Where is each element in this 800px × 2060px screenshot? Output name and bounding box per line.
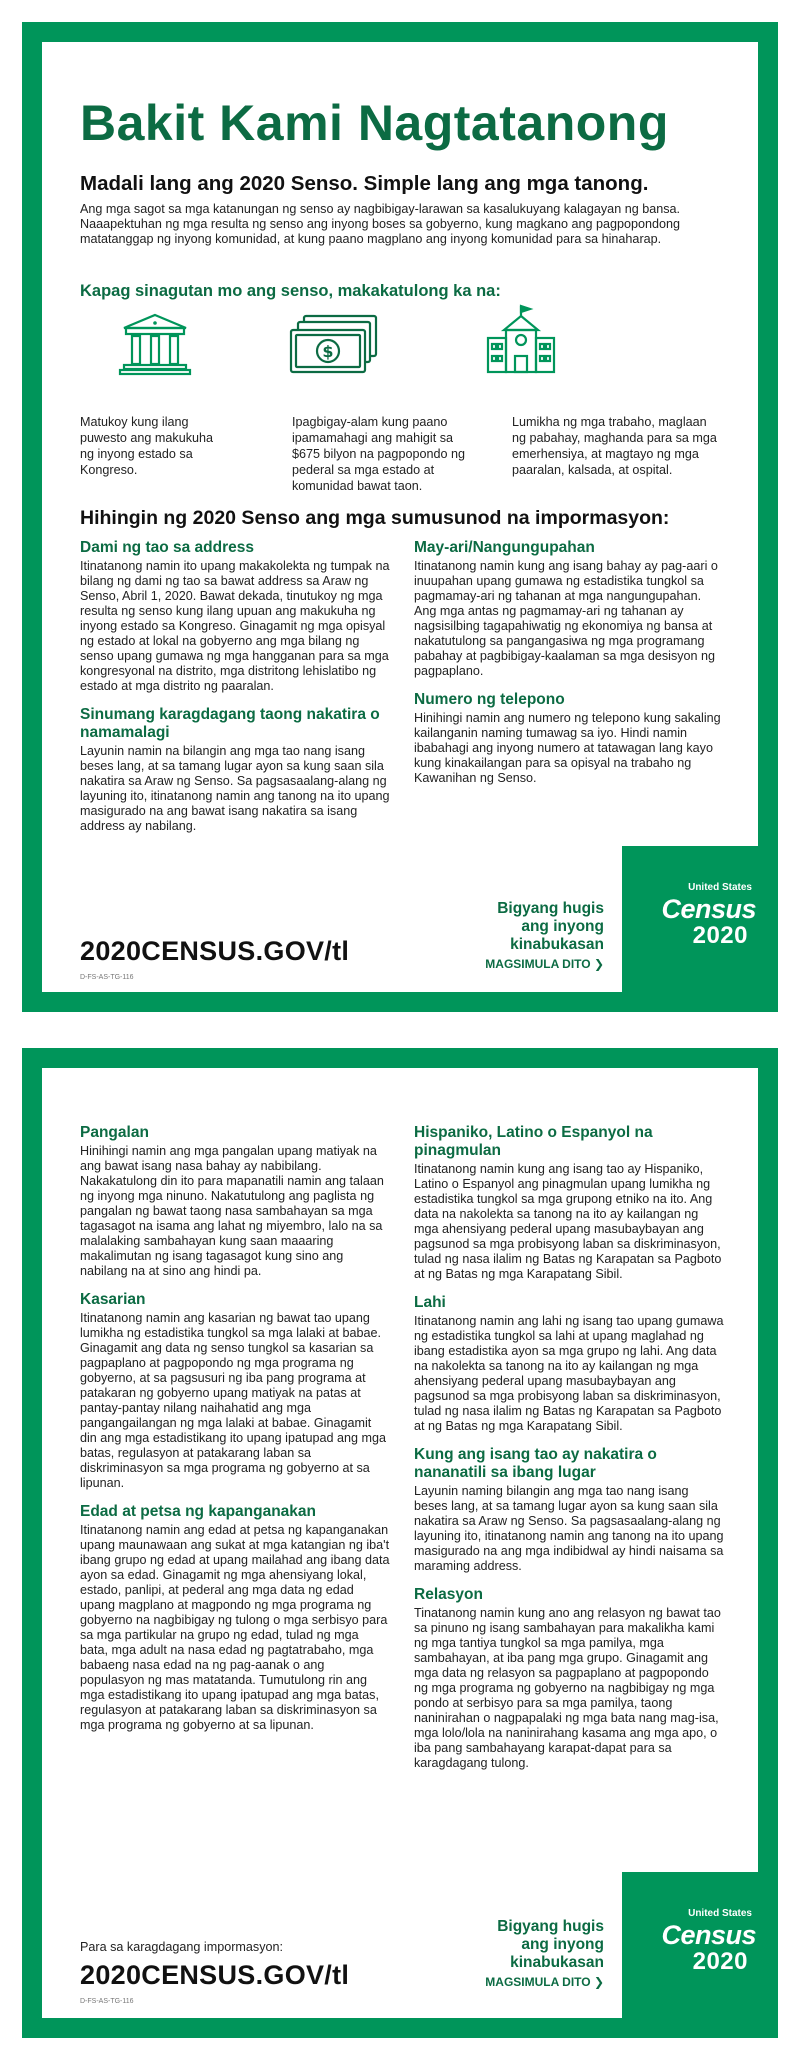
section-body: Hinihingi namin ang mga pangalan upang matiyak na ang bawat isang nasa bahay ay nabibilang. Nakakatulong din ito para mapanatili namin ang talaan ng inyong mga ninuno. Nakatutulong ang paglista ng pangalan ng bawat taong nasa sambahayan sa mga tagasagot na isama ang lahat ng miyembro, lalo na sa malalaking sambahayan kung saan maaaring makalimutan ng isang tagasagot kung sino ang nabilang na at sino ang hindi pa. (80, 1144, 384, 1278)
right-column (414, 539, 724, 798)
tagline-line: Bigyang hugis (497, 900, 604, 917)
tagline-line: ang inyong (521, 1936, 604, 1953)
start-here-link[interactable]: MAGSIMULA DITO ❯ (485, 957, 604, 971)
more-info-label: Para sa karagdagang impormasyon: (80, 1940, 284, 1954)
section-body: Itinatanong namin kung ang isang bahay ay pag-aari o inuupahan upang gumawa ng estadistika tungkol sa pagmamay-ari ng tahanan at mga nangungupahan. Ang mga antas ng pagmamay-ari ng tahanan ay nagsisilbing tagapahiwatig ng ekonomiya ng bansa at nakatutulong sa pangangasiwa ng mga programang pabahay at pagbibigay-kaalaman sa mga desisyon ng pagpaplano. (414, 559, 718, 678)
tagline-line: kinabukasan (510, 936, 604, 953)
section-heading: Kung ang isang tao ay nakatira o nananatili sa ibang lugar (414, 1446, 657, 1481)
section-heading: Edad at petsa ng kapanganakan (80, 1503, 317, 1520)
icon-text-funding: Ipagbigay-alam kung paano ipamamahagi ang mahigit sa $675 bilyon na pagpopondo ng pederal sa mga estado at komunidad bawat taon. (292, 415, 465, 493)
intro-paragraph: Ang mga sagot sa mga katanungan ng senso ay nagbibigay-larawan sa kasalukuyang kalagayan ng bansa. Naaapektuhan ng mga resulta ng senso ang inyong boses sa gobyerno, kung magkano ang pagpopondong matatanggap ng inyong komunidad, at kung paano magplano ang inyong komunidad para sa hinaharap. (80, 202, 681, 246)
left-column (80, 1124, 390, 1745)
section-body: Itinatanong namin ang kasarian ng bawat tao upang lumikha ng estadistika tungkol sa mga lalaki at babae. Ginagamit ang data ng senso tungkol sa kasarian sa pagpaplano at pagpopondo ng mga programa ng gobyerno, at sa pagsusuri ng iba pang programa at patakaran ng gobyerno upang matiyak na patas at pantay-pantay nilang naihahatid ang mga pangangailangan ng mga lalaki at babae. Ginagamit din ang mga estadistikang ito upang ipatupad ang mga batas, regulasyon at patakarang laban sa diskriminasyon sa mga programa ng gobyerno at sa lipunan. (80, 1311, 386, 1490)
section-heading: Kasarian (80, 1291, 146, 1308)
page-subtitle: Madali lang ang 2020 Senso. Simple lang ang mga tanong. (80, 172, 649, 195)
info-heading: Hihingin ng 2020 Senso ang mga sumusunod na impormasyon: (80, 507, 670, 529)
section-heading: Dami ng tao sa address (80, 539, 255, 556)
section-body: Itinatanong namin kung ang isang tao ay Hispaniko, Latino o Espanyol ang pinagmulan upang lumikha ng estadistika tungkol sa mga grupong etniko na ito. Ang data na nakolekta sa tanong na ito ay kailangan ng mga ahensiyang pederal upang masubaybayan ang pagsunod sa mga probisyong laban sa diskriminasyon, tulad ng nasa ilalim ng Batas ng Karapatan sa Pagboto at ng Batas ng mga Karapatang Sibil. (414, 1162, 722, 1281)
document-code: D-FS-AS-TG-116 (80, 974, 134, 981)
section-body: Itinatanong namin ang edad at petsa ng kapanganakan upang maunawaan ang sukat at mga katangian ng iba't ibang grupo ng edad at upang mailahad ang ibang data ayon sa edad. Ginagamit ng mga ahensiyang lokal, estado, panlipi, at pederal ang mga data ng edad upang magplano at magpondo ng mga programa ng gobyerno na nagbibigay ng tulong o mga serbisyo para sa mga partikular na grupo ng edad, tulad ng mga bata, mga adult na nasa edad ng pagtatrabaho, mga babaeng nasa edad na ng pag-aanak o ang populasyon ng mas matatanda. Tumutulong rin ang mga estadistikang ito upang ipatupad ang mga batas, regulasyon at patakarang laban sa diskriminasyon sa mga programa ng gobyerno at sa lipunan. (80, 1523, 390, 1732)
capitol-building-icon (118, 312, 192, 381)
section-heading: Numero ng telepono (414, 691, 565, 708)
logo-year: 2020 (692, 922, 748, 949)
section-body: Layunin namin na bilangin ang mga tao nang isang beses lang, at sa tamang lugar ayon sa kung saan sila nakatira sa Araw ng Senso. Sa pagsasaalang-alang ng layuning ito, itinatanong namin ang tanong na ito upang masigurado na ang bawat isang nakatira sa isang address ay nabilang. (80, 744, 390, 833)
tagline (485, 900, 604, 972)
page-1-content (42, 42, 758, 992)
section-body: Layunin naming bilangin ang mga tao nang isang beses lang, at sa tamang lugar ayon sa kung saan sila nakatira sa Araw ng Senso. Sa pagsasaalang-alang ng layuning ito, itinatanong namin ang tanong na ito upang masigurado na ang mga indibidwal ay hindi naisama sa maraming address. (414, 1484, 724, 1573)
icon-text-jobs: Lumikha ng mga trabaho, maglaan ng pabahay, maghanda para sa mga emerhensiya, at magtayo ng mga paaralan, kalsada, at ospital. (512, 415, 717, 477)
census-logo (622, 1872, 778, 2038)
tagline-line: Bigyang hugis (497, 1918, 604, 1935)
page-2-content (42, 1068, 758, 2018)
school-building-icon (484, 304, 558, 381)
section-body: Itinatanong namin ang lahi ng isang tao upang gumawa ng estadistika tungkol sa lahi at upang maglahad ng ibang estadistika ayon sa mga grupo ng lahi. Ang data na nakolekta sa tanong na ito ay kailangan ng mga ahensiyang pederal upang masubaybayan ang pagsunod sa mga probisyong laban sa diskriminasyon, tulad ng nasa ilalim ng Batas ng Karapatan sa Pagboto at ng Batas ng mga Karapatang Sibil. (414, 1314, 724, 1433)
page-title: Bakit Kami Nagtatanong (80, 95, 669, 151)
census-url[interactable]: 2020CENSUS.GOV/tl (80, 936, 350, 966)
section-heading: Relasyon (414, 1586, 483, 1603)
page-2-frame (22, 1048, 778, 2038)
section-body: Hinihingi namin ang numero ng telepono kung sakaling kailanganin naming tumawag sa iyo. Hindi namin ibabahagi ang inyong numero at tatawagan lang kayo kung kinakailangan para sa opisyal na trabaho ng Kawanihan ng Senso. (414, 711, 721, 785)
census-logo (622, 846, 778, 1012)
logo-united-states: United States (688, 882, 752, 893)
section-heading: May-ari/Nangungupahan (414, 539, 595, 556)
logo-year: 2020 (692, 1948, 748, 1975)
section-body: Itinatanong namin ito upang makakolekta ng tumpak na bilang ng dami ng tao sa bawat address sa Araw ng Senso, Abril 1, 2020. Bawat dekada, tinutukoy ng mga resulta ng senso kung ilang upuan ang makukuha ng inyong estado sa Kongreso. Ginagamit ng mga opisyal ng estado at lokal na gobyerno ang mga bilang ng senso upang gumawa ng mga hangganan para sa mga kongresyonal na distrito, mga distritong lehislatibo ng estado at mga distrito ng paaralan. (80, 559, 390, 693)
logo-census: Census (661, 1920, 756, 1950)
right-column (414, 1124, 724, 1783)
money-bills-icon (288, 314, 380, 381)
svg-text:$: $ (322, 342, 334, 361)
logo-census: Census (661, 894, 756, 924)
logo-united-states: United States (688, 1908, 752, 1919)
help-heading: Kapag sinagutan mo ang senso, makakatulong ka na: (80, 282, 501, 300)
start-here-link[interactable]: MAGSIMULA DITO ❯ (485, 1975, 604, 1989)
section-heading: Lahi (414, 1294, 446, 1311)
section-heading: Pangalan (80, 1124, 149, 1141)
census-url[interactable]: 2020CENSUS.GOV/tl (80, 1960, 350, 1990)
section-body: Tinatanong namin kung ano ang relasyon ng bawat tao sa pinuno ng isang sambahayan para makalikha kami ng mga tantiya tungkol sa mga pamilya, mga sambahayan, at iba pang mga grupo. Ginagamit ang mga data ng relasyon sa pagpaplano at pagpopondo ng mga programa ng gobyerno na nagbibigay ng mga pondo at serbisyo para sa mga pamilya, taong naninirahan o nagpapalaki ng mga bata nang mag-isa, mga lolo/lola na naninirahang kasama ang mga apo, o iba pang sambahayang karapat-dapat para sa karagdagang tulong. (414, 1606, 721, 1770)
tagline-line: kinabukasan (510, 1954, 604, 1971)
section-heading: Sinumang karagdagang taong nakatira o namamalagi (80, 706, 380, 741)
section-heading: Hispaniko, Latino o Espanyol na pinagmulan (414, 1124, 653, 1159)
tagline-line: ang inyong (521, 918, 604, 935)
left-column (80, 539, 390, 846)
document-code: D-FS-AS-TG-116 (80, 1998, 134, 2005)
icon-text-congress: Matukoy kung ilang puwesto ang makukuha ng inyong estado sa Kongreso. (80, 415, 214, 477)
tagline (485, 1918, 604, 1990)
page-1-frame (22, 22, 778, 1012)
